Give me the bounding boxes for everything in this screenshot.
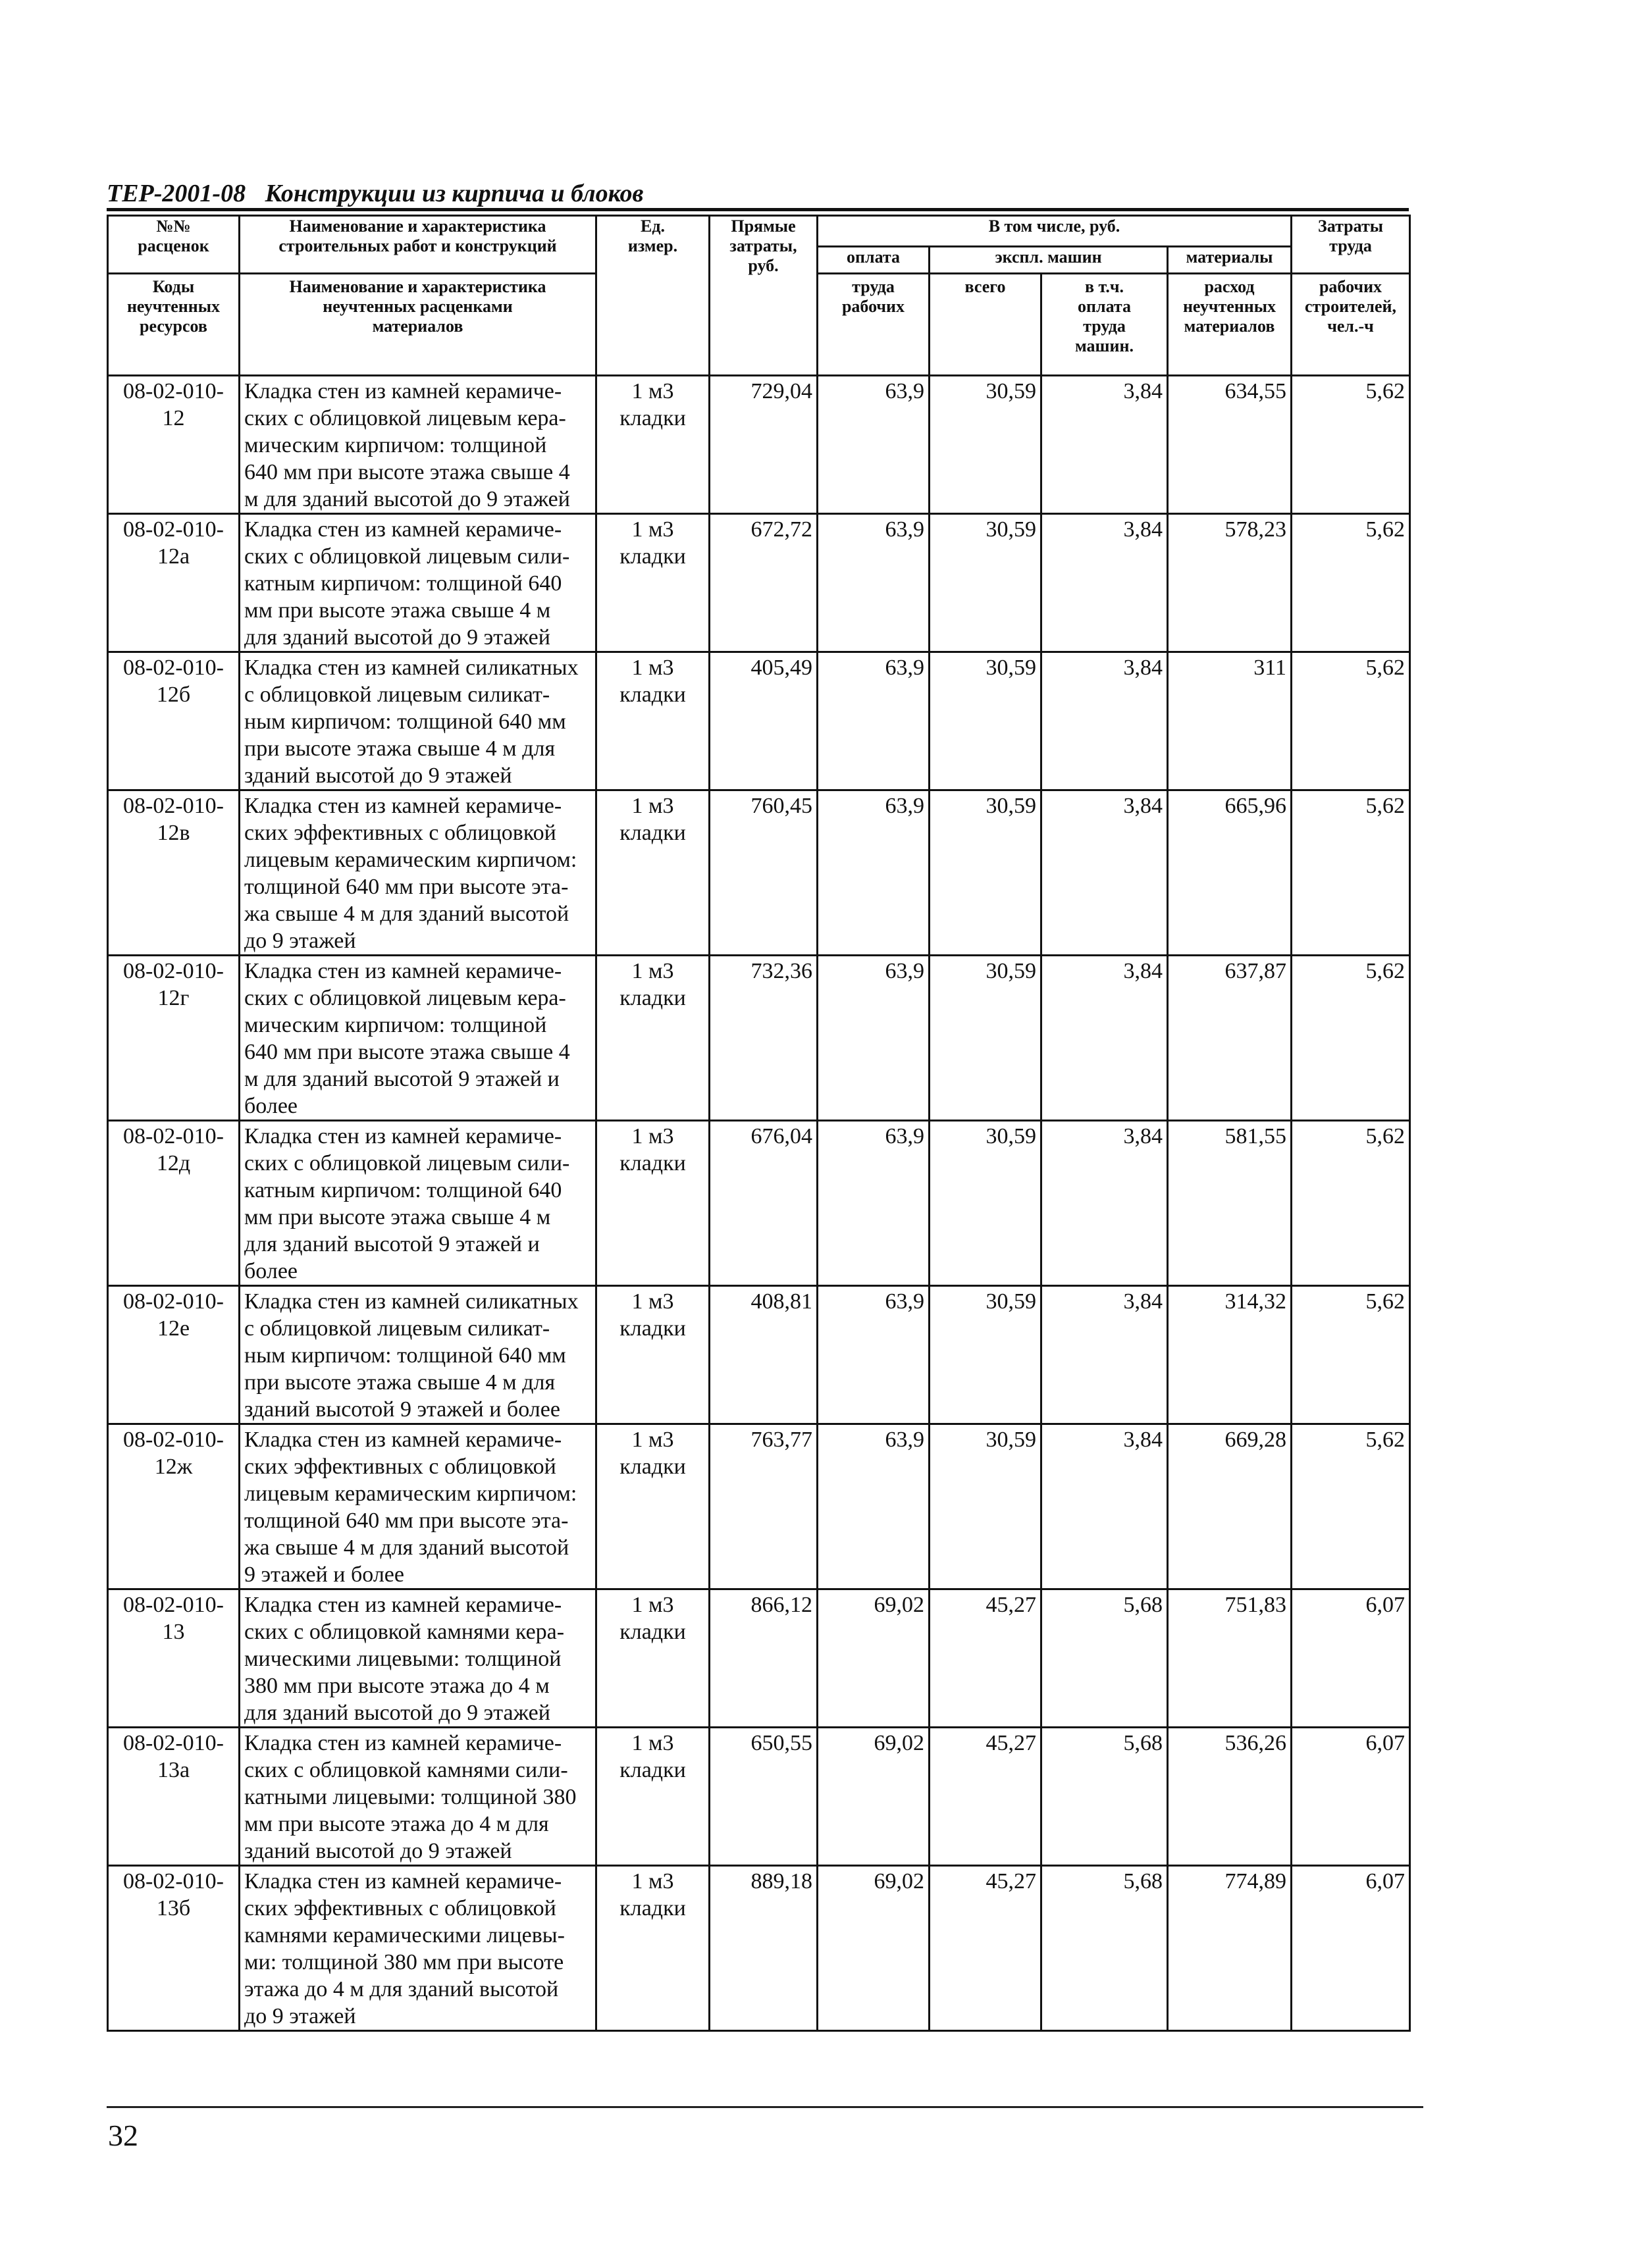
document-title: Конструкции из кирпича и блоков [265, 180, 644, 207]
machine-labor-cell: 3,84 [1041, 1286, 1168, 1424]
header-machine-total: всего [930, 274, 1041, 376]
machine-labor-cell: 3,84 [1041, 1121, 1168, 1286]
work-description-cell: Кладка стен из камней керамиче- ских с облицовкой камнями сили- катными лицевыми: толщиной 380 мм при высоте этажа до 4 м для зданий высотой до 9 этажей [240, 1728, 596, 1866]
labor-pay-cell: 63,9 [818, 956, 930, 1121]
unit-cell: 1 м3 кладки [596, 790, 710, 956]
labor-hours-cell: 5,62 [1292, 376, 1410, 514]
direct-costs-cell: 889,18 [710, 1866, 818, 2031]
work-description-cell: Кладка стен из камней керамиче- ских эффективных с облицовкой лицевым керамическим кирпичом: толщиной 640 мм при высоте эта- жа свыше 4 м для зданий высотой до 9 этажей [240, 790, 596, 956]
work-description-cell: Кладка стен из камней керамиче- ских с облицовкой камнями кера- мическими лицевыми: толщиной 380 мм при высоте этажа до 4 м для зданий высотой до 9 этажей [240, 1589, 596, 1728]
table-row [108, 1728, 1410, 1866]
header-labor-costs: Затраты труда [1292, 216, 1410, 274]
work-description-cell: Кладка стен из камней керамиче- ских с облицовкой лицевым сили- катным кирпичом: толщиной 640 мм при высоте этажа свыше 4 м для зданий высотой до 9 этажей [240, 514, 596, 652]
direct-costs-cell: 650,55 [710, 1728, 818, 1866]
materials-cost-cell: 669,28 [1168, 1424, 1292, 1589]
table-row [108, 1121, 1410, 1286]
labor-hours-cell: 5,62 [1292, 1286, 1410, 1424]
machine-total-cell: 30,59 [930, 376, 1041, 514]
labor-pay-cell: 63,9 [818, 1424, 930, 1589]
materials-cost-cell: 637,87 [1168, 956, 1292, 1121]
unit-cell: 1 м3 кладки [596, 1589, 710, 1728]
rate-code-cell: 08-02-010- 13а [108, 1728, 240, 1866]
machine-total-cell: 30,59 [930, 790, 1041, 956]
machine-labor-cell: 5,68 [1041, 1728, 1168, 1866]
work-description-cell: Кладка стен из камней керамиче- ских эффективных с облицовкой лицевым керамическим кирпичом: толщиной 640 мм при высоте эта- жа свыше 4 м для зданий высотой 9 этажей и более [240, 1424, 596, 1589]
table-body [108, 376, 1410, 2031]
table-row [108, 652, 1410, 790]
direct-costs-cell: 672,72 [710, 514, 818, 652]
direct-costs-cell: 760,45 [710, 790, 818, 956]
machine-labor-cell: 3,84 [1041, 956, 1168, 1121]
labor-pay-cell: 69,02 [818, 1728, 930, 1866]
unit-cell: 1 м3 кладки [596, 1286, 710, 1424]
labor-hours-cell: 5,62 [1292, 1121, 1410, 1286]
direct-costs-cell: 405,49 [710, 652, 818, 790]
rates-table [107, 215, 1411, 2032]
rate-code-cell: 08-02-010- 13б [108, 1866, 240, 2031]
machine-total-cell: 30,59 [930, 1286, 1041, 1424]
labor-hours-cell: 5,62 [1292, 956, 1410, 1121]
table-row [108, 514, 1410, 652]
table-row [108, 956, 1410, 1121]
table-row [108, 1589, 1410, 1728]
footer-rule [107, 2106, 1423, 2108]
table-row [108, 790, 1410, 956]
machine-labor-cell: 3,84 [1041, 790, 1168, 956]
machine-labor-cell: 3,84 [1041, 1424, 1168, 1589]
header-resource-name: Наименование и характеристика неучтенных расценками материалов [240, 274, 596, 376]
labor-pay-cell: 63,9 [818, 652, 930, 790]
labor-hours-cell: 6,07 [1292, 1866, 1410, 2031]
document-header [107, 179, 643, 208]
machine-total-cell: 45,27 [930, 1866, 1041, 2031]
page-number: 32 [108, 2119, 138, 2152]
rate-code-cell: 08-02-010- 12ж [108, 1424, 240, 1589]
materials-cost-cell: 665,96 [1168, 790, 1292, 956]
table-row [108, 1424, 1410, 1589]
machine-total-cell: 45,27 [930, 1589, 1041, 1728]
direct-costs-cell: 732,36 [710, 956, 818, 1121]
rate-code-cell: 08-02-010- 12 [108, 376, 240, 514]
table-row [108, 376, 1410, 514]
rate-code-cell: 08-02-010- 12г [108, 956, 240, 1121]
table-header [108, 216, 1410, 376]
work-description-cell: Кладка стен из камней силикатных с облицовкой лицевым силикат- ным кирпичом: толщиной 640 мм при высоте этажа свыше 4 м для зданий высотой 9 этажей и более [240, 1286, 596, 1424]
direct-costs-cell: 729,04 [710, 376, 818, 514]
header-materials-unaccounted: расход неучтенных материалов [1168, 274, 1292, 376]
materials-cost-cell: 774,89 [1168, 1866, 1292, 2031]
materials-cost-cell: 536,26 [1168, 1728, 1292, 1866]
header-unit: Ед. измер. [596, 216, 710, 376]
header-workers-labor: труда рабочих [818, 274, 930, 376]
labor-hours-cell: 5,62 [1292, 1424, 1410, 1589]
machine-labor-cell: 5,68 [1041, 1589, 1168, 1728]
document-code: ТЕР-2001-08 [107, 180, 246, 207]
machine-total-cell: 30,59 [930, 956, 1041, 1121]
materials-cost-cell: 634,55 [1168, 376, 1292, 514]
unit-cell: 1 м3 кладки [596, 1121, 710, 1286]
labor-hours-cell: 6,07 [1292, 1589, 1410, 1728]
materials-cost-cell: 581,55 [1168, 1121, 1292, 1286]
unit-cell: 1 м3 кладки [596, 376, 710, 514]
machine-total-cell: 30,59 [930, 1121, 1041, 1286]
work-description-cell: Кладка стен из камней силикатных с облицовкой лицевым силикат- ным кирпичом: толщиной 640 мм при высоте этажа свыше 4 м для зданий высотой до 9 этажей [240, 652, 596, 790]
unit-cell: 1 м3 кладки [596, 1424, 710, 1589]
unit-cell: 1 м3 кладки [596, 514, 710, 652]
header-machine-op: экспл. машин [930, 247, 1168, 274]
machine-labor-cell: 3,84 [1041, 652, 1168, 790]
materials-cost-cell: 751,83 [1168, 1589, 1292, 1728]
header-materials: материалы [1168, 247, 1292, 274]
materials-cost-cell: 578,23 [1168, 514, 1292, 652]
labor-pay-cell: 63,9 [818, 376, 930, 514]
header-labor-pay: оплата [818, 247, 930, 274]
machine-labor-cell: 3,84 [1041, 376, 1168, 514]
labor-hours-cell: 6,07 [1292, 1728, 1410, 1866]
header-direct-costs: Прямые затраты, руб. [710, 216, 818, 376]
unit-cell: 1 м3 кладки [596, 1866, 710, 2031]
header-rule [107, 208, 1409, 211]
direct-costs-cell: 763,77 [710, 1424, 818, 1589]
table-row [108, 1286, 1410, 1424]
work-description-cell: Кладка стен из камней керамиче- ских с облицовкой лицевым кера- мическим кирпичом: толщиной 640 мм при высоте этажа свыше 4 м для зданий высотой до 9 этажей [240, 376, 596, 514]
header-name: Наименование и характеристика строительных работ и конструкций [240, 216, 596, 274]
machine-total-cell: 30,59 [930, 652, 1041, 790]
work-description-cell: Кладка стен из камней керамиче- ских с облицовкой лицевым кера- мическим кирпичом: толщиной 640 мм при высоте этажа свыше 4 м для зданий высотой 9 этажей и более [240, 956, 596, 1121]
materials-cost-cell: 314,32 [1168, 1286, 1292, 1424]
labor-hours-cell: 5,62 [1292, 514, 1410, 652]
rate-code-cell: 08-02-010- 12д [108, 1121, 240, 1286]
direct-costs-cell: 676,04 [710, 1121, 818, 1286]
direct-costs-cell: 408,81 [710, 1286, 818, 1424]
unit-cell: 1 м3 кладки [596, 956, 710, 1121]
machine-total-cell: 30,59 [930, 1424, 1041, 1589]
rate-code-cell: 08-02-010- 13 [108, 1589, 240, 1728]
table-row [108, 1866, 1410, 2031]
header-labor-workers: рабочих строителей, чел.-ч [1292, 274, 1410, 376]
machine-labor-cell: 5,68 [1041, 1866, 1168, 2031]
labor-pay-cell: 63,9 [818, 790, 930, 956]
header-rate-no: №№ расценок [108, 216, 240, 274]
unit-cell: 1 м3 кладки [596, 652, 710, 790]
labor-pay-cell: 63,9 [818, 1121, 930, 1286]
rate-code-cell: 08-02-010- 12е [108, 1286, 240, 1424]
header-including: В том числе, руб. [818, 216, 1292, 247]
rate-code-cell: 08-02-010- 12а [108, 514, 240, 652]
labor-pay-cell: 69,02 [818, 1866, 930, 2031]
rate-code-cell: 08-02-010- 12б [108, 652, 240, 790]
labor-pay-cell: 63,9 [818, 514, 930, 652]
machine-total-cell: 45,27 [930, 1728, 1041, 1866]
materials-cost-cell: 311 [1168, 652, 1292, 790]
labor-pay-cell: 63,9 [818, 1286, 930, 1424]
labor-pay-cell: 69,02 [818, 1589, 930, 1728]
header-resource-codes: Коды неучтенных ресурсов [108, 274, 240, 376]
header-machine-labor: в т.ч. оплата труда машин. [1041, 274, 1168, 376]
machine-labor-cell: 3,84 [1041, 514, 1168, 652]
work-description-cell: Кладка стен из камней керамиче- ских с облицовкой лицевым сили- катным кирпичом: толщиной 640 мм при высоте этажа свыше 4 м для зданий высотой 9 этажей и более [240, 1121, 596, 1286]
labor-hours-cell: 5,62 [1292, 790, 1410, 956]
labor-hours-cell: 5,62 [1292, 652, 1410, 790]
rate-code-cell: 08-02-010- 12в [108, 790, 240, 956]
direct-costs-cell: 866,12 [710, 1589, 818, 1728]
work-description-cell: Кладка стен из камней керамиче- ских эффективных с облицовкой камнями керамическими лицевы- ми: толщиной 380 мм при высоте этажа до 4 м для зданий высотой до 9 этажей [240, 1866, 596, 2031]
machine-total-cell: 30,59 [930, 514, 1041, 652]
unit-cell: 1 м3 кладки [596, 1728, 710, 1866]
